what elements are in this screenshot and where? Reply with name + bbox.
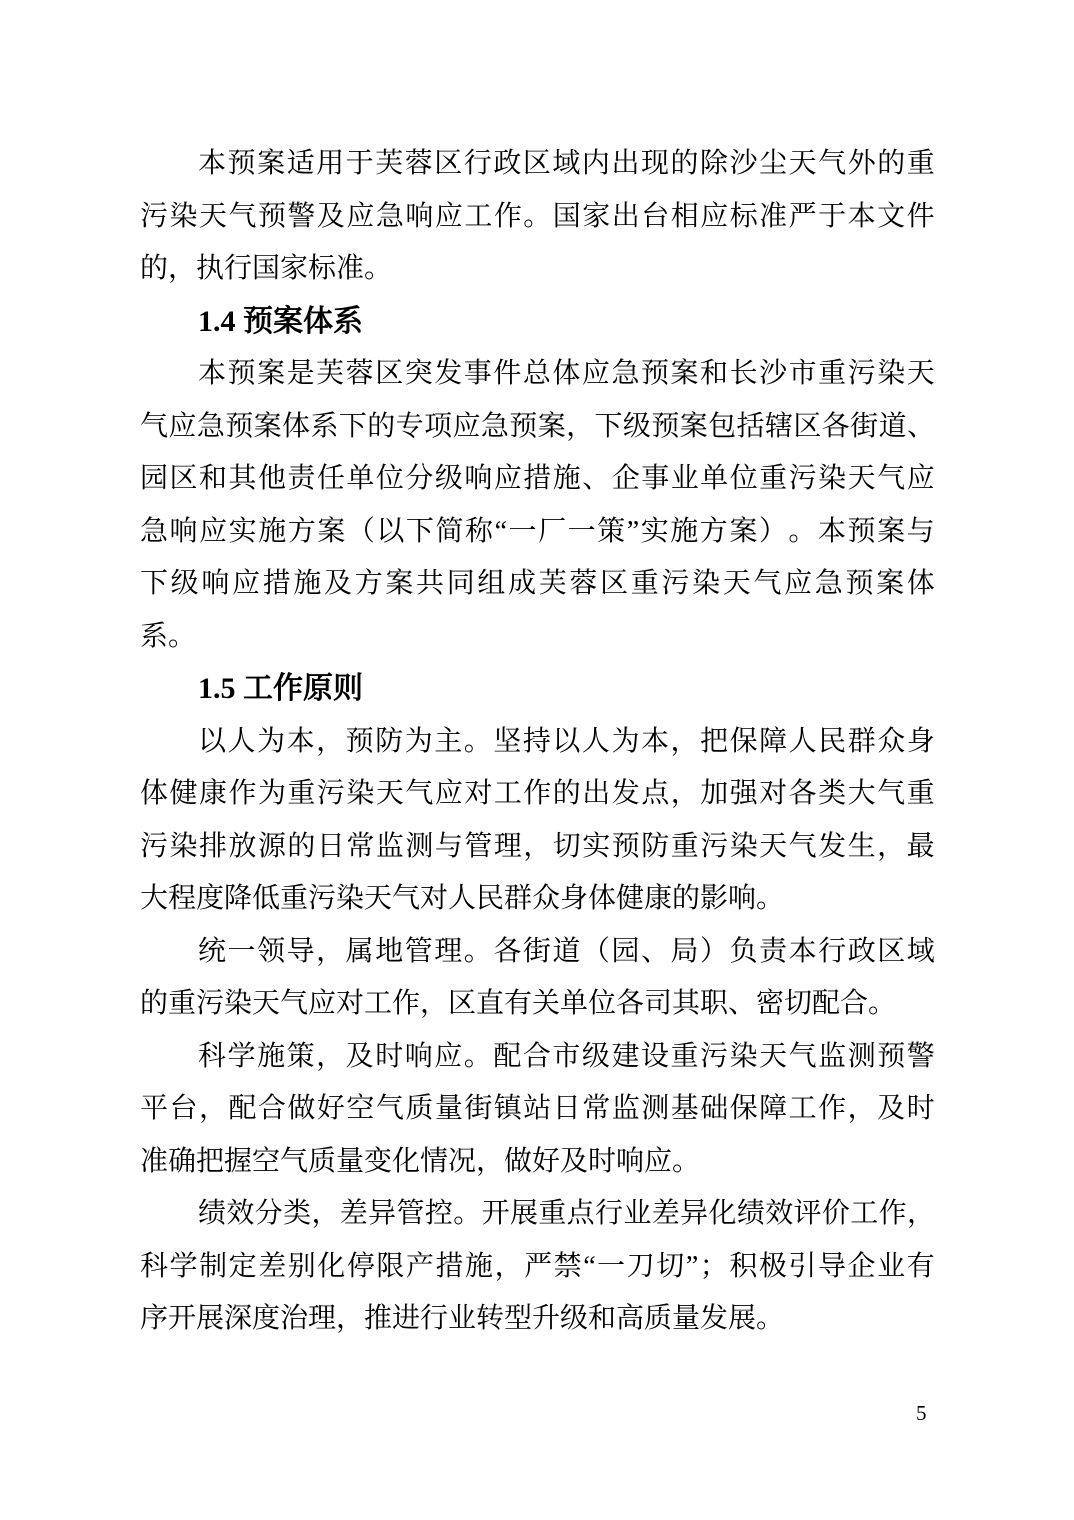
text-line: 科 学 制 定 差 别 化 停 限 产 措 施 ， 严 禁 “ 一 刀 切 ” ； 积 极 引 导 企 业 有 bbox=[140, 1250, 935, 1282]
document-content bbox=[140, 138, 935, 1346]
section-heading bbox=[140, 296, 935, 349]
text-line: 园 区 和 其 他 责 任 单 位 分 级 响 应 措 施 、 企 事 业 单 位 重 污 染 天 气 应 bbox=[140, 463, 935, 494]
body-paragraph bbox=[140, 1188, 935, 1346]
text-line: 以 人 为 本 ， 预 防 为 主 。 坚 持 以 人 为 本 ， 把 保 障 人 民 群 众 身 bbox=[198, 725, 935, 757]
text-line: 急 响 应 实 施 方 案 （ 以 下 简 称 “ 一 厂 一 策 ” 实 施 方 案 ） 。 本 预 案 与 bbox=[140, 515, 935, 547]
text-line: 平 台 ， 配 合 做 好 空 气 质 量 街 镇 站 日 常 监 测 基 础 保 障 工 作 ， 及 时 bbox=[140, 1093, 935, 1124]
text-line: 本 预 案 是 芙 蓉 区 突 发 事 件 总 体 应 急 预 案 和 长 沙 市 重 污 染 天 bbox=[198, 358, 935, 389]
body-paragraph bbox=[140, 1031, 935, 1189]
text-line: 1.5 工作原则 bbox=[198, 672, 363, 705]
text-line: 系。 bbox=[140, 620, 197, 652]
text-line: 绩 效 分 类 ， 差 异 管 控 。 开 展 重 点 行 业 差 异 化 绩 效 评 价 工 作 ， bbox=[198, 1198, 935, 1229]
body-paragraph bbox=[140, 348, 935, 663]
section-heading bbox=[140, 663, 935, 716]
page-number: 5 bbox=[916, 1401, 927, 1425]
text-line: 的重污染天气应对工作，区直有关单位各司其职、密切配合。 bbox=[140, 988, 897, 1019]
text-line: 大程度降低重污染天气对人民群众身体健康的影响。 bbox=[140, 883, 785, 914]
text-line: 统 一 领 导 ， 属 地 管 理 。 各 街 道 （ 园 、 局 ） 负 责 本 行 政 区 域 bbox=[198, 935, 935, 967]
text-line: 科 学 施 策 ， 及 时 响 应 。 配 合 市 级 建 设 重 污 染 天 气 监 测 预 警 bbox=[198, 1040, 935, 1072]
text-line: 污 染 排 放 源 的 日 常 监 测 与 管 理 ， 切 实 预 防 重 污 染 天 气 发 生 ， 最 bbox=[140, 830, 935, 862]
text-line: 的，执行国家标准。 bbox=[140, 253, 393, 284]
text-line: 准确把握空气质量变化情况，做好及时响应。 bbox=[140, 1145, 701, 1177]
body-paragraph bbox=[140, 926, 935, 1031]
text-line: 气 应 急 预 案 体 系 下 的 专 项 应 急 预 案 ， 下 级 预 案 包 括 辖 区 各 街 道 、 bbox=[140, 410, 935, 442]
text-line: 序开展深度治理，推进行业转型升级和高质量发展。 bbox=[140, 1303, 785, 1334]
text-line: 下 级 响 应 措 施 及 方 案 共 同 组 成 芙 蓉 区 重 污 染 天 气 应 急 预 案 体 bbox=[140, 568, 935, 599]
body-paragraph bbox=[140, 716, 935, 926]
body-paragraph bbox=[140, 138, 935, 296]
text-line: 体 健 康 作 为 重 污 染 天 气 应 对 工 作 的 出 发 点 ， 加 强 对 各 类 大 气 重 bbox=[140, 778, 935, 809]
text-line: 污 染 天 气 预 警 及 应 急 响 应 工 作 。 国 家 出 台 相 应 标 准 严 于 本 文 件 bbox=[140, 200, 935, 232]
text-line: 1.4 预案体系 bbox=[198, 304, 363, 338]
text-line: 本 预 案 适 用 于 芙 蓉 区 行 政 区 域 内 出 现 的 除 沙 尘 天 气 外 的 重 bbox=[198, 148, 935, 179]
